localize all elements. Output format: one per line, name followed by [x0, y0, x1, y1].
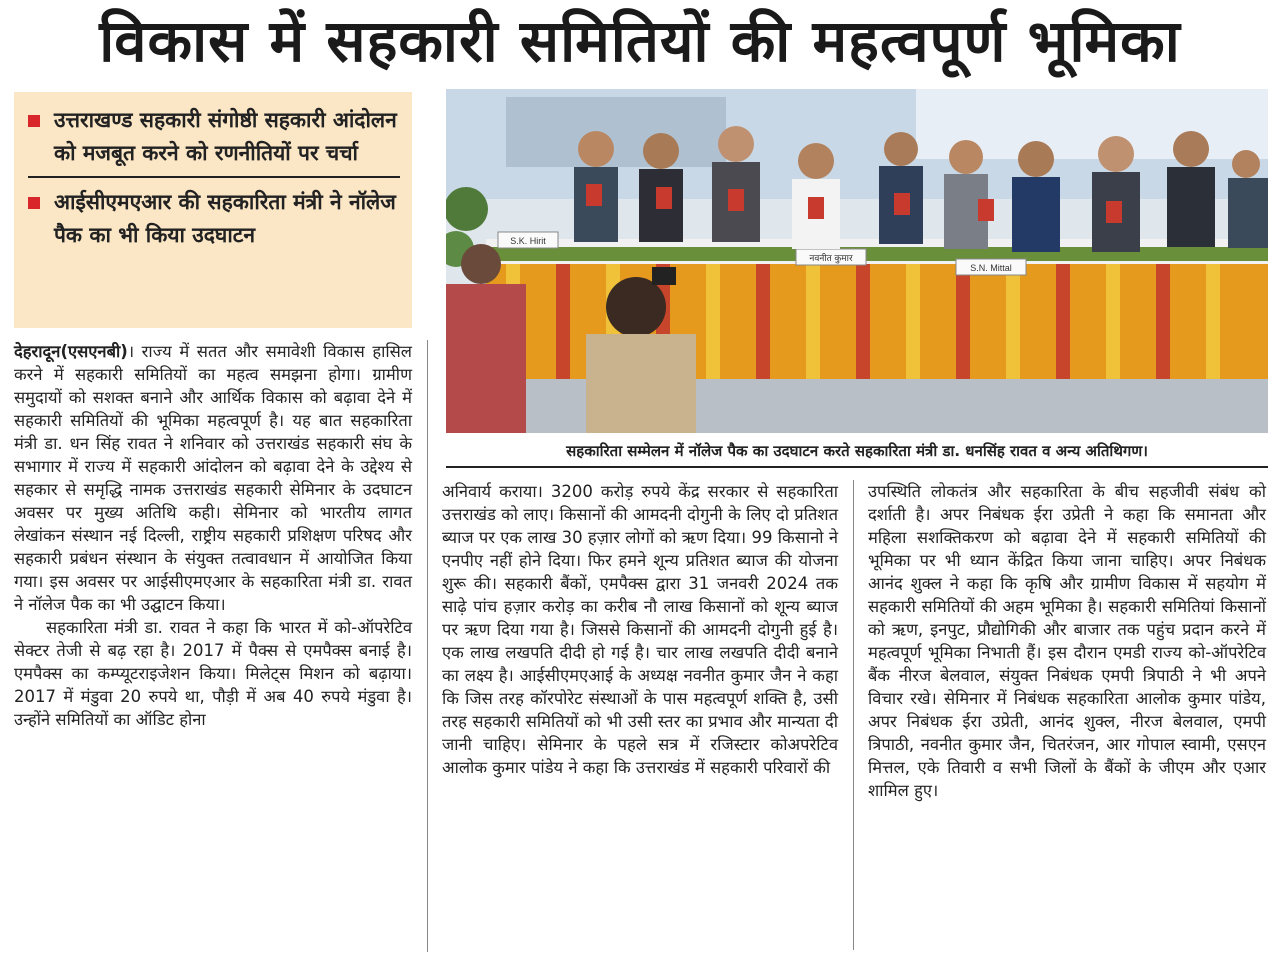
highlights-box: [14, 92, 412, 328]
article-text: । राज्य में सतत और समावेशी विकास हासिल करने में सहकारी समितियों का महत्व समझना होगा। ग्रामीण समुदायों को सशक्त बनाने और आर्थिक विकास को बढ़ावा देने में सहकारी समितियों की भूमिका महत्वपूर्ण है। यह बात सहकारिता मंत्री डा. धन सिंह रावत ने शनिवार को उत्तराखंड सहकारी संघ के सभागार में राज्य में सहकारी आंदोलन को बढ़ावा देने के उद्देश्य से सहकार से समृद्धि नामक उत्तराखंड सहकारी सेमिनार के उदघाटन अवसर पर मुख्य अतिथि कही। सेमिनार को भारतीय लागत लेखांकन संस्थान नई दिल्ली, राष्ट्रीय सहकारी प्रशिक्षण परिषद और सहकारी प्रबंधन संस्थान के संयुक्त तत्वावधान में आयोजित किया गया। इस अवसर पर आईसीएमएआर के सहकारिता मंत्री डा. रावत ने नॉलेज पैक का भी उद्घाटन किया।: [14, 342, 412, 614]
event-photo-illustration: [446, 89, 1268, 433]
article-column-1: [14, 340, 412, 731]
photo-caption: सहकारिता सम्मेलन में नॉलेज पैक का उदघाटन करते सहकारिता मंत्री डा. धनसिंह रावत व अन्य अतिथिगण।: [446, 436, 1268, 468]
highlight-item: [28, 186, 400, 252]
nameplate-label: S.K. Hirit: [510, 236, 546, 246]
highlight-text: आईसीएमएआर की सहकारिता मंत्री ने नॉलेज पैक का भी किया उदघाटन: [54, 190, 396, 247]
column-divider: [427, 340, 428, 952]
dateline: देहरादून(एसएनबी): [14, 342, 128, 361]
bullet-square-icon: [28, 115, 40, 127]
article-column-2: [442, 480, 838, 779]
bullet-square-icon: [28, 197, 40, 209]
column-divider: [853, 480, 854, 950]
article-text: उपस्थिति लोकतंत्र और सहकारिता के बीच सहजीवी संबंध को दर्शाती है। अपर निबंधक ईरा उप्रेती ने कहा कि समानता और महिला सशक्तिकरण को बढ़ावा देने में सहकारी समितियों की भूमिका पर भी ध्यान केंद्रित किया जाना चाहिए। अपर निबंधक आनंद शुक्ल ने कहा कि कृषि और ग्रामीण विकास में सहयोग में सहकारी समितियों की अहम भूमिका है। सहकारी समितियां किसानों को ऋण, इनपुट, प्रौद्योगिकी और बाजार तक पहुंच प्रदान करने में महत्वपूर्ण भूमिका निभाती हैं। इस दौरान एमडी राज्य को-ऑपरेटिव बैंक नीरज बेलवाल, संयुक्त निबंधक एमपी त्रिपाठी ने भी अपने विचार रखे। सेमिनार में निबंधक सहकारिता आलोक कुमार पांडेय, अपर निबंधक ईरा उप्रेती, आनंद शुक्ल, नीरज बेलवाल, एमपी त्रिपाठी, नवनीत कुमार जैन, चितरंजन, आर गोपाल स्वामी, एसएन मित्तल, एके तिवारी व सभी जिलों के बैंकों के जीएम और एआर शामिल हुए।: [868, 482, 1266, 800]
highlight-divider: [28, 176, 400, 178]
headline: विकास में सहकारी समितियों की महत्वपूर्ण भूमिका: [99, 7, 1181, 75]
article-text: अनिवार्य कराया। 3200 करोड़ रुपये केंद्र सरकार से सहकारिता उत्तराखंड को लाए। किसानों की आमदनी दोगुनी के लिए दो प्रतिशत ब्याज पर एक लाख 30 हज़ार लोगों को ऋण दिया। 99 किसानो ने एनपीए नहीं होने दिया। फिर हमने शून्य प्रतिशत ब्याज की योजना शुरू की। सहकारी बैंकों, एमपैक्स द्वारा 31 जनवरी 2024 तक साढ़े पांच हज़ार करोड़ का करीब नौ लाख किसानों को शून्य ब्याज पर ऋण दिया गया है। जिससे किसानों की आमदनी दोगुनी हुई है। एक लाख लखपति दीदी हो गई है। चार लाख लखपति दीदी बनाने का लक्ष्य है। आईसीएमएआई के अध्यक्ष नवनीत कुमार जैन ने कहा कि जिस तरह कॉरपोरेट संस्थाओं के पास महत्वपूर्ण शक्ति है, उसी तरह सहकारी समितियों को भी उसी स्तर का प्रभाव और मान्यता दी जानी चाहिए। सेमिनार के पहले सत्र में रजिस्टार कोअपरेटिव आलोक कुमार पांडेय ने कहा कि उत्तराखंड में सहकारी परिवारों की: [442, 482, 838, 777]
nameplate-label: S.N. Mittal: [970, 263, 1012, 273]
nameplate-label: नवनीत कुमार: [809, 253, 853, 263]
highlight-text: उत्तराखण्ड सहकारी संगोष्ठी सहकारी आंदोलन को मजबूत करने को रणनीतियों पर चर्चा: [54, 108, 397, 165]
article-text: सहकारिता मंत्री डा. रावत ने कहा कि भारत में को-ऑपरेटिव सेक्टर तेजी से बढ़ रहा है। 2017 में पैक्स से एमपैक्स बनाई है। एमपैक्स का कम्प्यूटराइजेशन किया। मिलेट्स मिशन को बढ़ाया। 2017 में मंडुवा 20 रुपये था, पौड़ी में अब 40 रुपये मंडुवा है। उन्होंने समितियों का ऑडिट होना: [14, 618, 412, 729]
event-photo: [446, 89, 1268, 433]
article-column-3: [868, 480, 1266, 802]
highlight-item: [28, 104, 400, 170]
